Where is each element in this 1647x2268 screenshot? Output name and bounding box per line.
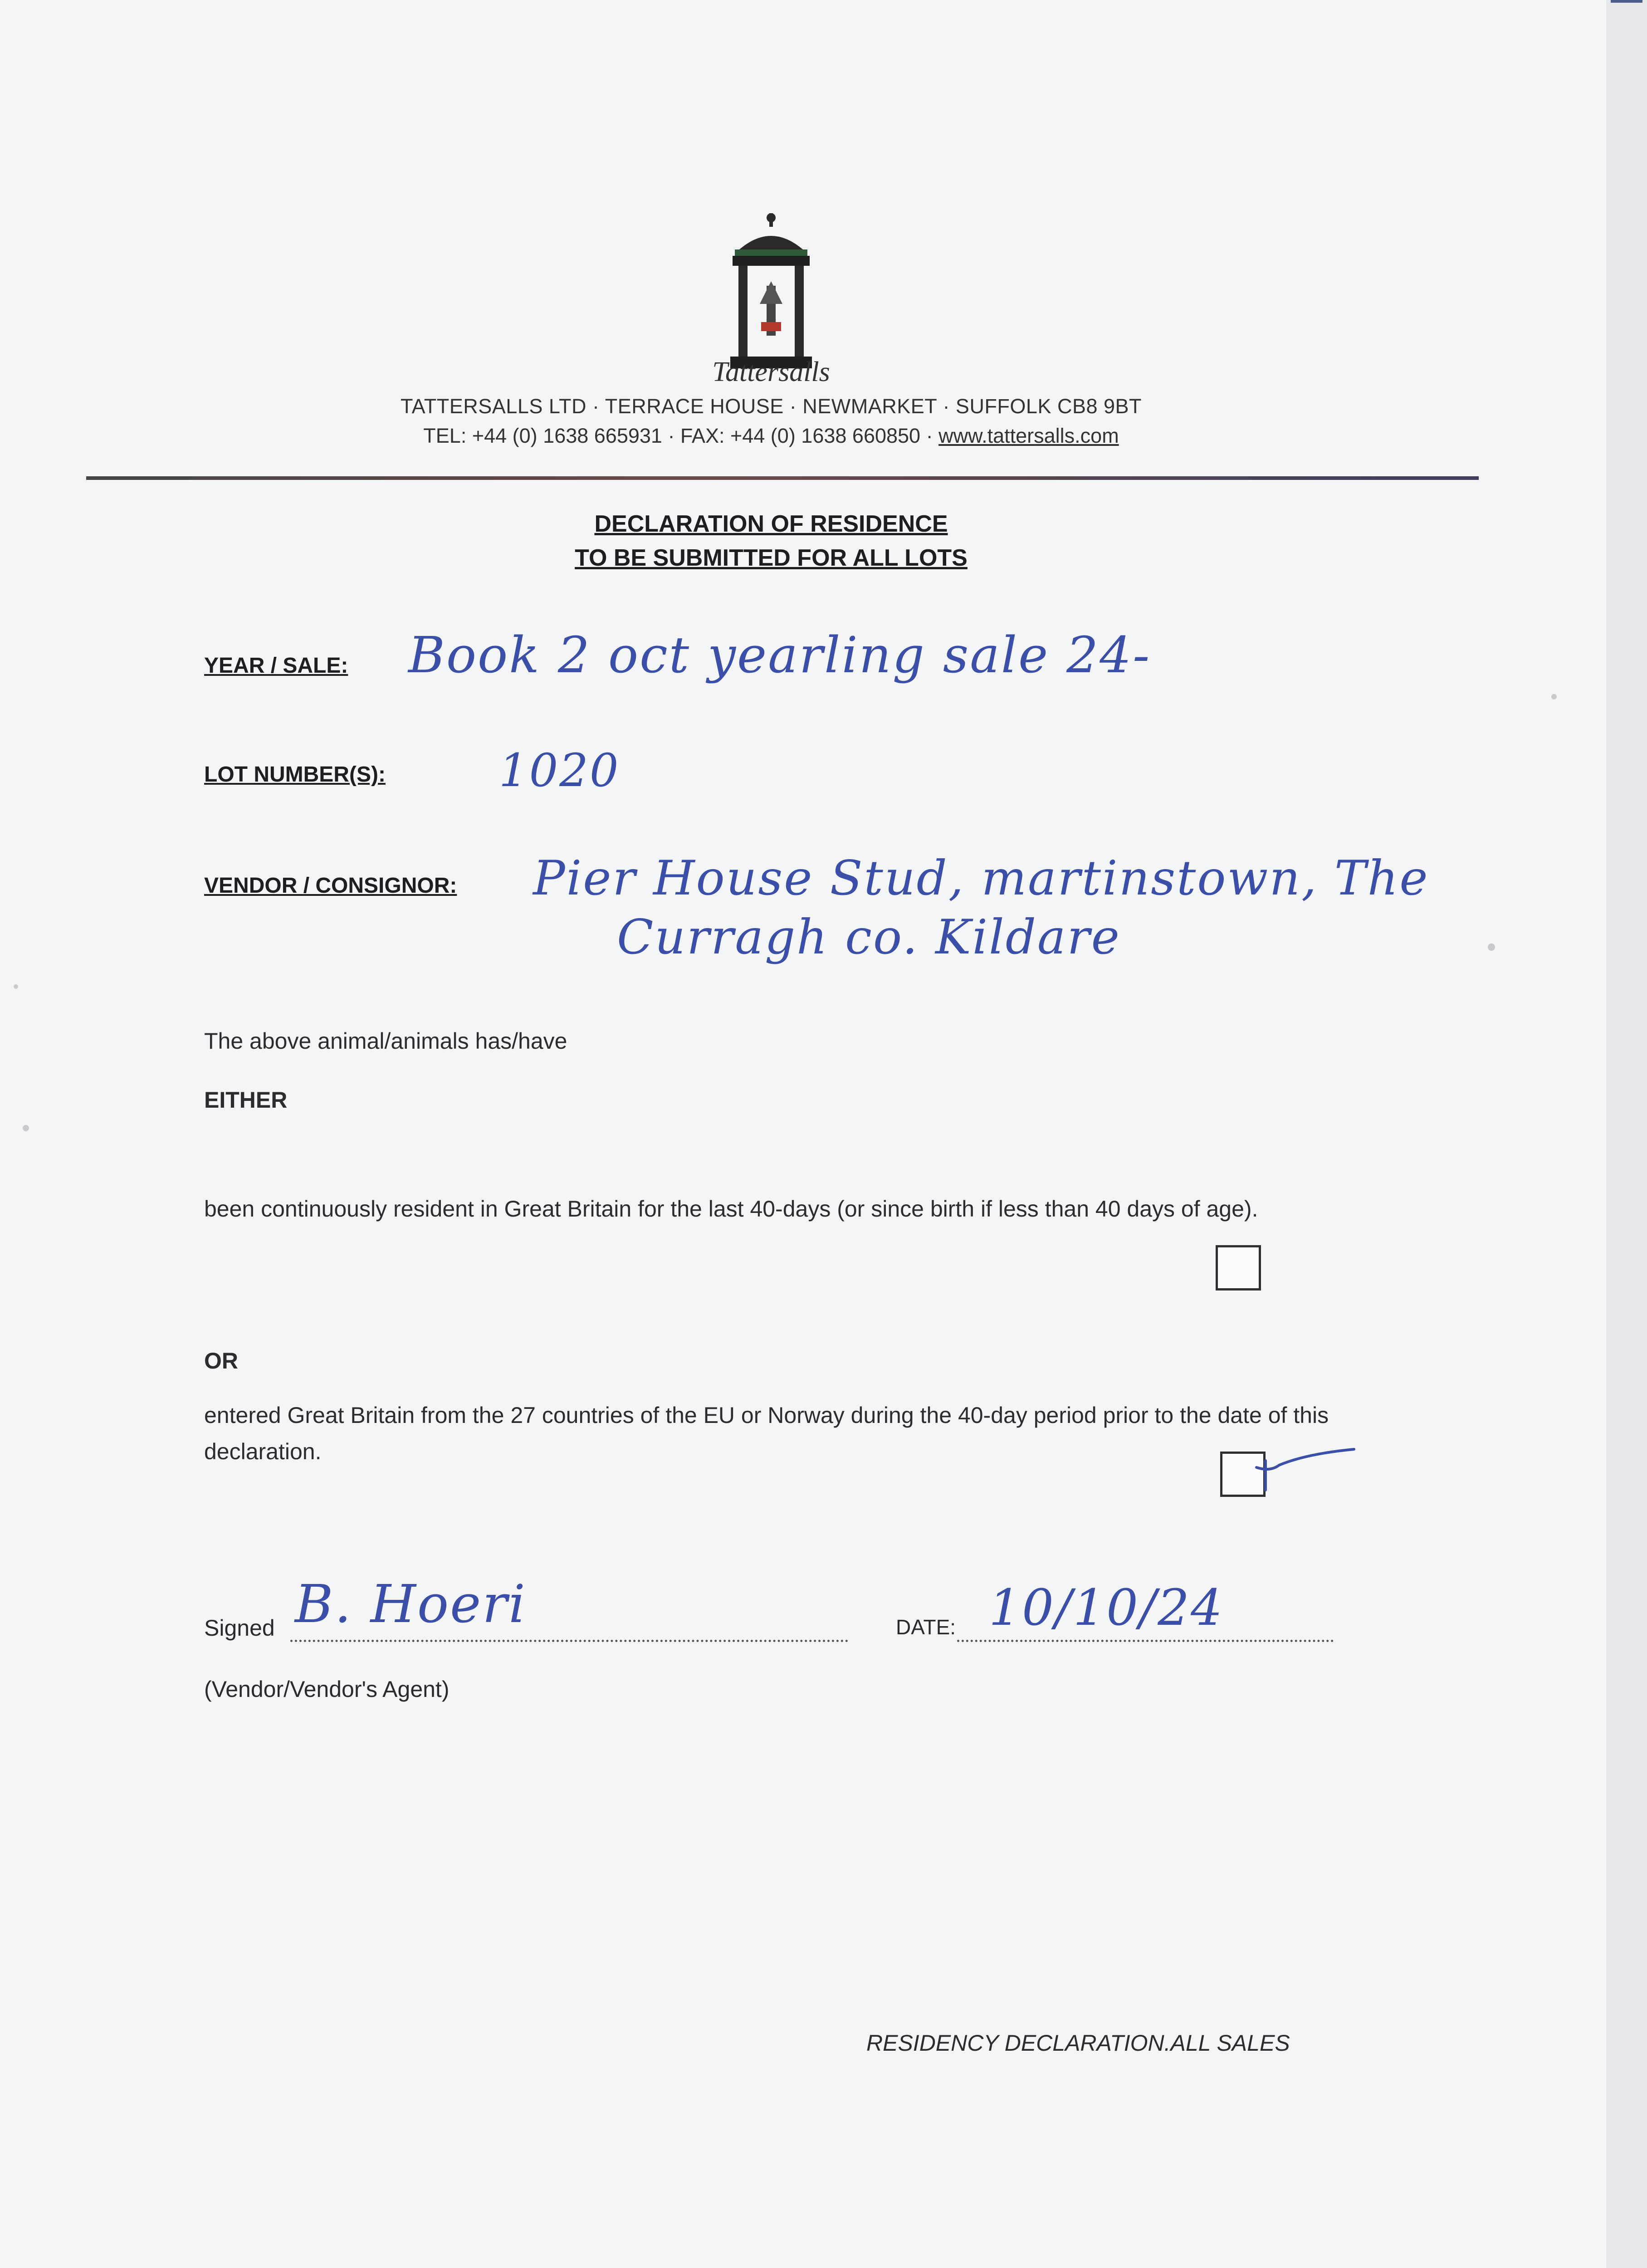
tattersalls-logo-icon: [721, 213, 821, 376]
vendor-value-line2[interactable]: Curragh co. Kildare: [617, 909, 1121, 965]
scan-speck: [23, 1125, 29, 1131]
scan-speck: [14, 984, 18, 989]
option1-text: been continuously resident in Great Britain for the last 40-days (or since birth if less than 40 days of age).: [204, 1196, 1258, 1222]
scan-speck: [1488, 943, 1495, 951]
date-label: DATE:: [896, 1615, 956, 1639]
year-sale-label: YEAR / SALE:: [204, 654, 348, 678]
vendor-value-line1[interactable]: Pier House Stud, martinstown, The: [533, 850, 1429, 906]
signature-value[interactable]: B. Hoeri: [295, 1574, 527, 1635]
contact-line: [0, 424, 1542, 448]
brand-name: Tattersalls: [712, 357, 830, 387]
signer-role: (Vendor/Vendor's Agent): [204, 1677, 450, 1702]
footer-reference: RESIDENCY DECLARATION.ALL SALES: [866, 2030, 1290, 2056]
lot-number-label: LOT NUMBER(S):: [204, 763, 386, 787]
lot-number-value[interactable]: 1020: [499, 744, 620, 797]
year-sale-value[interactable]: Book 2 oct yearling sale 24-: [408, 626, 1151, 684]
website-link[interactable]: www.tattersalls.com: [938, 424, 1119, 447]
either-heading: EITHER: [204, 1087, 288, 1113]
scan-speck: [1551, 694, 1557, 699]
signed-label: Signed: [204, 1615, 275, 1641]
address-line: TATTERSALLS LTD · TERRACE HOUSE · NEWMARKET · SUFFOLK CB8 9BT: [400, 395, 1142, 418]
option2-text: entered Great Britain from the 27 countries of the EU or Norway during the 40-day period prior to the date of this declaration.: [204, 1403, 1329, 1464]
option1-checkbox[interactable]: [1216, 1245, 1261, 1290]
tick-icon: [1252, 1440, 1356, 1495]
header-divider: [86, 476, 1479, 480]
date-value[interactable]: 10/10/24: [989, 1579, 1224, 1637]
form-title: DECLARATION OF RESIDENCE: [594, 511, 948, 537]
vendor-label: VENDOR / CONSIGNOR:: [204, 874, 457, 898]
intro-text: The above animal/animals has/have: [204, 1028, 567, 1054]
contact-numbers: TEL: +44 (0) 1638 665931 · FAX: +44 (0) 1638 660850 ·: [423, 424, 939, 447]
scan-edge: [1606, 0, 1647, 2268]
form-subtitle: TO BE SUBMITTED FOR ALL LOTS: [575, 545, 968, 571]
or-heading: OR: [204, 1348, 238, 1374]
